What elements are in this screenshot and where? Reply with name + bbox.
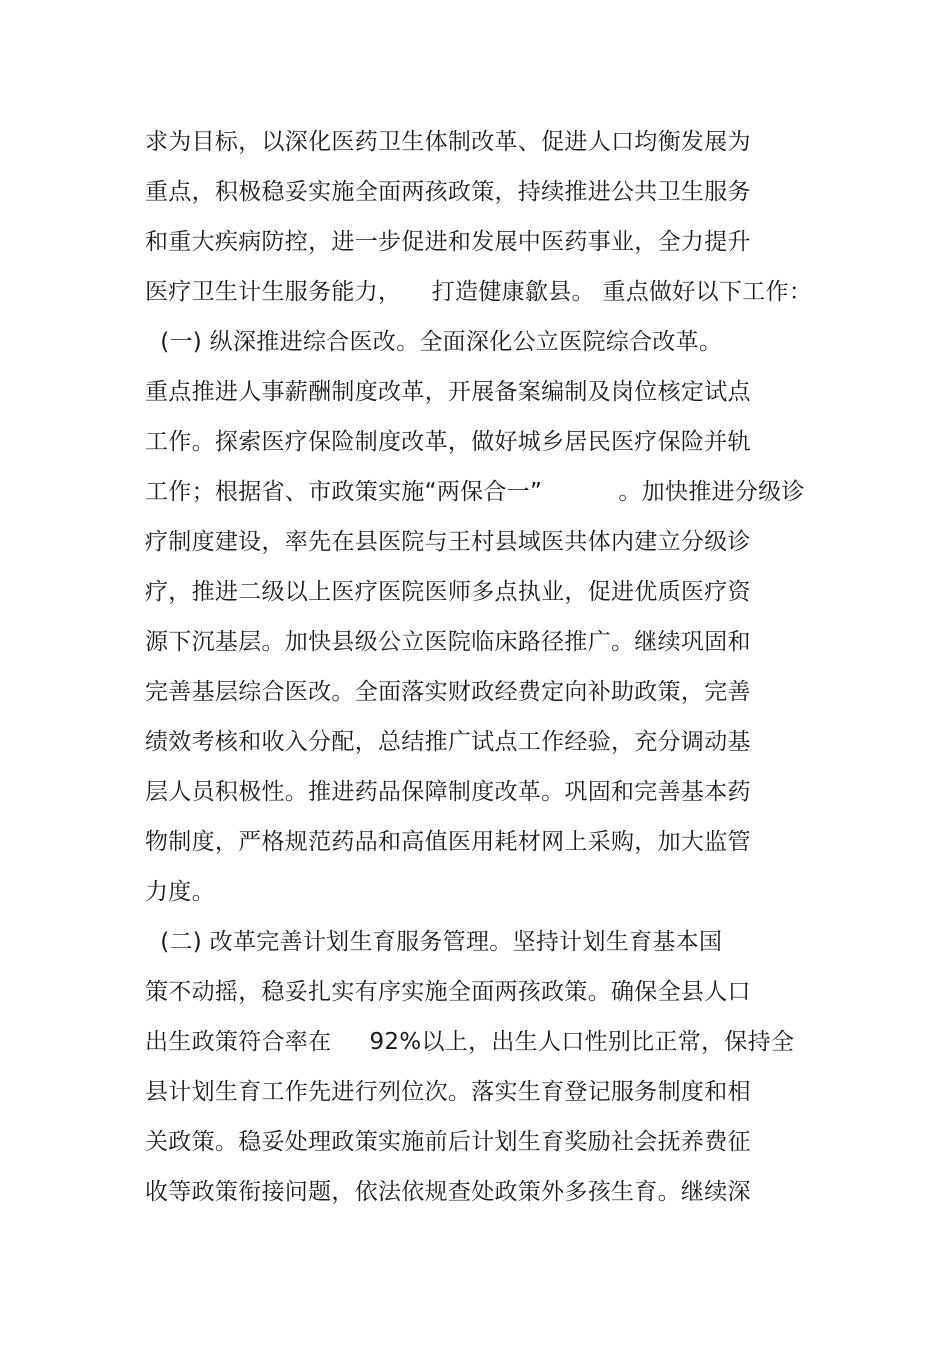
text-line: 层人员积极性。推进药品保障制度改革。巩固和完善基本药 — [145, 779, 751, 805]
text-line: 出生政策符合率在 92%以上，出生人口性别比正常，保持全 — [145, 1029, 795, 1055]
text-line: 关政策。稳妥处理政策实施前后计划生育奖励社会抚养费征 — [145, 1129, 751, 1155]
text-line: 和重大疾病防控，进一步促进和发展中医药事业，全力提升 — [145, 229, 751, 255]
text-line: 重点，积极稳妥实施全面两孩政策，持续推进公共卫生服务 — [145, 179, 751, 205]
text-line: 物制度，严格规范药品和高值医用耗材网上采购，加大监管 — [145, 829, 751, 855]
section-heading-1: (一) 纵深推进综合医改。全面深化公立医院综合改革。 — [145, 329, 723, 355]
text-line: 县计划生育工作先进行列位次。落实生育登记服务制度和相 — [145, 1079, 751, 1105]
text-line: 工作。探索医疗保险制度改革，做好城乡居民医疗保险并轨 — [145, 429, 751, 455]
text-line: 求为目标，以深化医药卫生体制改革、促进人口均衡发展为 — [145, 129, 751, 155]
text-line: 完善基层综合医改。全面落实财政经费定向补助政策，完善 — [145, 679, 751, 705]
text-line: 重点推进人事薪酬制度改革，开展备案编制及岗位核定试点 — [145, 379, 751, 405]
text-line: 收等政策衔接问题，依法依规查处政策外多孩生育。继续深 — [145, 1179, 751, 1205]
text-line: 疗制度建设，率先在县医院与王村县域医共体内建立分级诊 — [145, 529, 751, 555]
text-line: 源下沉基层。加快县级公立医院临床路径推广。继续巩固和 — [145, 629, 751, 655]
text-line: 疗，推进二级以上医疗医院医师多点执业，促进优质医疗资 — [145, 579, 751, 605]
text-line: 绩效考核和收入分配，总结推广试点工作经验，充分调动基 — [145, 729, 751, 755]
text-line: 工作；根据省、市政策实施“两保合一” 。加快推进分级诊 — [145, 479, 805, 505]
section-heading-2: (二) 改革完善计划生育服务管理。坚持计划生育基本国 — [145, 929, 723, 955]
text-line: 医疗卫生计生服务能力， 打造健康歙县。 重点做好以下工作： — [145, 279, 813, 305]
text-line: 策不动摇，稳妥扎实有序实施全面两孩政策。确保全县人口 — [145, 979, 751, 1005]
text-line: 力度。 — [145, 879, 215, 905]
